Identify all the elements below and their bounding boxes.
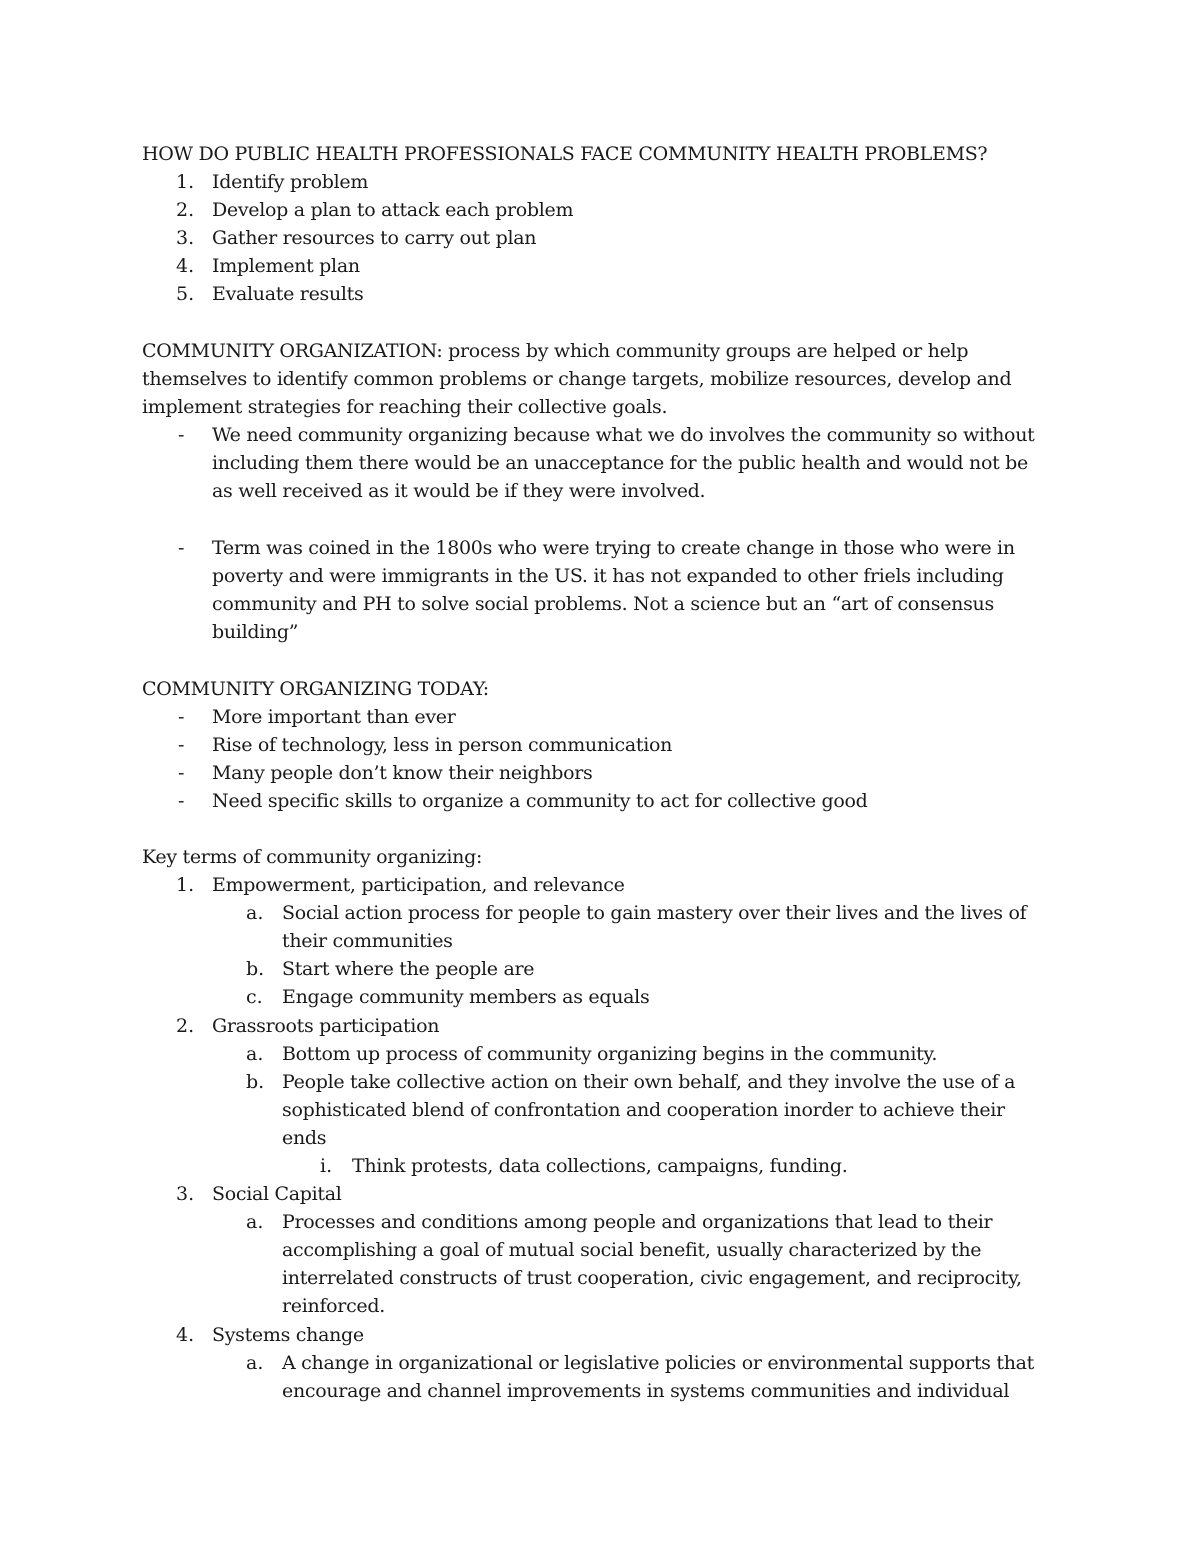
sub-marker: b.: [246, 1071, 265, 1093]
section-heading-today: COMMUNITY ORGANIZING TODAY:: [142, 678, 489, 700]
sub-item-line: Start where the people are: [282, 958, 535, 980]
bullet-line: Term was coined in the 1800s who were trying to create change in those who were in: [212, 537, 1015, 559]
bullet-dash: -: [178, 734, 185, 756]
bullet-line: including them there would be an unacceptance for the public health and would not be: [212, 452, 1028, 474]
list-item: Grassroots participation: [212, 1015, 440, 1037]
bullet-line: Many people don’t know their neighbors: [212, 762, 593, 784]
bullet-dash: -: [178, 706, 185, 728]
sub-marker: a.: [246, 1043, 264, 1065]
sub-marker: a.: [246, 1211, 264, 1233]
bullet-dash: -: [178, 537, 185, 559]
list-item: Gather resources to carry out plan: [212, 227, 537, 249]
list-item: Identify problem: [212, 171, 369, 193]
bullet-line: as well received as it would be if they were involved.: [212, 480, 706, 502]
sub-item-line: ends: [282, 1127, 327, 1149]
section-heading-public-health: HOW DO PUBLIC HEALTH PROFESSIONALS FACE COMMUNITY HEALTH PROBLEMS?: [142, 143, 988, 165]
bullet-line: More important than ever: [212, 706, 456, 728]
sub-item-line: accomplishing a goal of mutual social benefit, usually characterized by the: [282, 1239, 982, 1261]
bullet-line: poverty and were immigrants in the US. it has not expanded to other friels including: [212, 565, 1004, 587]
bullet-line: community and PH to solve social problems. Not a science but an “art of consensus: [212, 593, 994, 615]
sub-item-line: their communities: [282, 930, 453, 952]
list-marker: 4.: [176, 1324, 195, 1346]
paragraph-line: COMMUNITY ORGANIZATION: process by which community groups are helped or help: [142, 340, 969, 362]
bullet-dash: -: [178, 424, 185, 446]
subsub-item-line: Think protests, data collections, campaigns, funding.: [352, 1155, 848, 1177]
sub-item-line: Bottom up process of community organizing begins in the community.: [282, 1043, 938, 1065]
list-marker: 3.: [176, 227, 195, 249]
list-item: Develop a plan to attack each problem: [212, 199, 574, 221]
sub-item-line: sophisticated blend of confrontation and cooperation inorder to achieve their: [282, 1099, 1005, 1121]
sub-item-line: Processes and conditions among people and organizations that lead to their: [282, 1211, 993, 1233]
list-item: Implement plan: [212, 255, 360, 277]
list-marker: 4.: [176, 255, 195, 277]
bullet-dash: -: [178, 762, 185, 784]
sub-marker: b.: [246, 958, 265, 980]
sub-marker: a.: [246, 902, 264, 924]
bullet-line: building”: [212, 621, 299, 643]
list-item: Empowerment, participation, and relevance: [212, 874, 625, 896]
list-marker: 1.: [176, 874, 195, 896]
subsub-marker: i.: [320, 1155, 333, 1177]
sub-item-line: encourage and channel improvements in systems communities and individual: [282, 1380, 1010, 1402]
sub-item-line: Social action process for people to gain mastery over their lives and the lives of: [282, 902, 1027, 924]
bullet-dash: -: [178, 790, 185, 812]
list-marker: 2.: [176, 199, 195, 221]
list-marker: 1.: [176, 171, 195, 193]
sub-item-line: reinforced.: [282, 1295, 385, 1317]
sub-marker: c.: [246, 986, 263, 1008]
list-item: Evaluate results: [212, 283, 364, 305]
bullet-line: We need community organizing because what we do involves the community so without: [212, 424, 1035, 446]
bullet-line: Need specific skills to organize a community to act for collective good: [212, 790, 868, 812]
list-marker: 2.: [176, 1015, 195, 1037]
list-item: Systems change: [212, 1324, 364, 1346]
list-marker: 3.: [176, 1183, 195, 1205]
paragraph-line: themselves to identify common problems or change targets, mobilize resources, develop and: [142, 368, 1012, 390]
sub-item-line: interrelated constructs of trust cooperation, civic engagement, and reciprocity,: [282, 1267, 1022, 1289]
sub-item-line: People take collective action on their own behalf, and they involve the use of a: [282, 1071, 1016, 1093]
sub-marker: a.: [246, 1352, 264, 1374]
bullet-line: Rise of technology, less in person communication: [212, 734, 673, 756]
section-heading-key-terms: Key terms of community organizing:: [142, 846, 483, 868]
list-marker: 5.: [176, 283, 195, 305]
sub-item-line: A change in organizational or legislative policies or environmental supports that: [282, 1352, 1034, 1374]
sub-item-line: Engage community members as equals: [282, 986, 650, 1008]
paragraph-line: implement strategies for reaching their collective goals.: [142, 396, 668, 418]
list-item: Social Capital: [212, 1183, 342, 1205]
